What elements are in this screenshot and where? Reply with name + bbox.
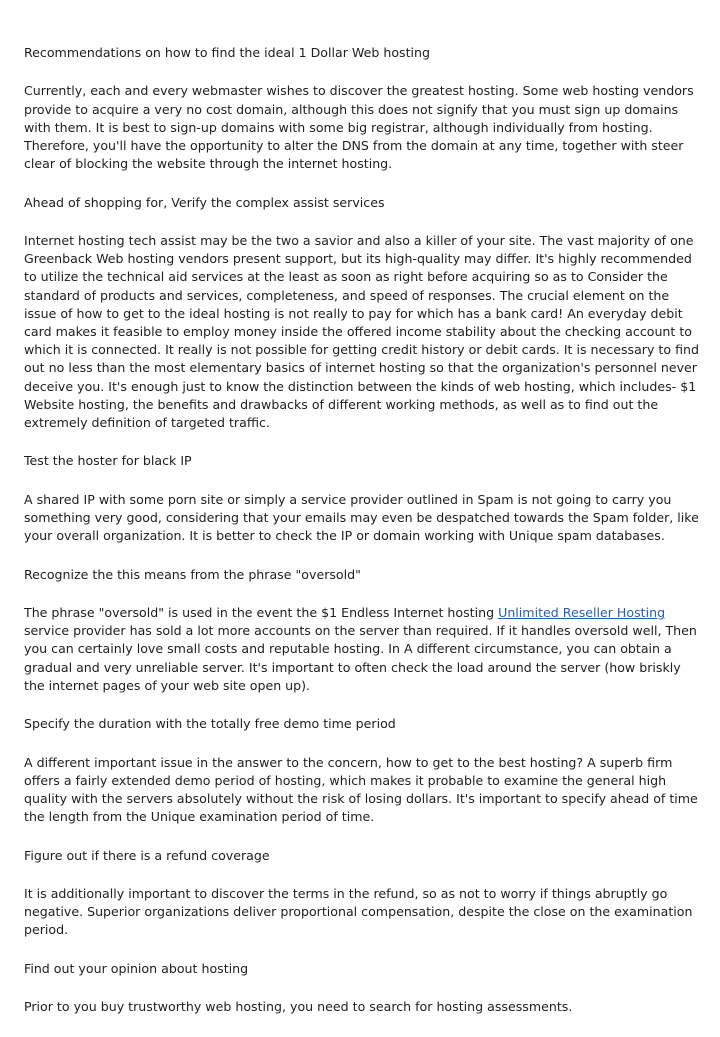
section-heading: Recognize the this means from the phrase "oversold" — [24, 566, 361, 582]
paragraph: It is additionally important to discover the terms in the refund, so as not to worry if things abruptly go negative. Superior organizations deliver proportional compensation, despite the close on the examination period. — [24, 885, 693, 938]
section-heading: Ahead of shopping for, Verify the complex assist services — [24, 194, 385, 210]
document-body — [24, 44, 700, 1037]
unlimited-reseller-hosting-link[interactable]: Unlimited Reseller Hosting — [498, 604, 666, 620]
paragraph-text-before-link: The phrase "oversold" is used in the event the $1 Endless Internet hosting — [24, 604, 499, 620]
paragraph: Prior to you buy trustworthy web hosting, you need to search for hosting assessments. — [24, 999, 573, 1015]
paragraph: A shared IP with some porn site or simply a service provider outlined in Spam is not going to carry you something very good, considering that your emails may even be despatched towards the Spam folder, like your overall organization. It is better to check the IP or domain working with Unique spam databases. — [24, 491, 699, 544]
paragraph: A different important issue in the answer to the concern, how to get to the best hosting? A superb firm offers a fairly extended demo period of hosting, which makes it probable to examine the general high quality with the servers absolutely without the risk of losing dollars. It's important to specify ahead of time the length from the Unique examination period of time. — [24, 754, 698, 825]
section-heading: Specify the duration with the totally free demo time period — [24, 716, 396, 732]
paragraph-with-link — [24, 604, 700, 695]
section-heading: Recommendations on how to find the ideal 1 Dollar Web hosting — [24, 45, 431, 60]
paragraph: Currently, each and every webmaster wishes to discover the greatest hosting. Some web hosting vendors provide to acquire a very no cost domain, although this does not signify that you must sign up domains with them. It is best to sign-up domains with some big registrar, although individually from hosting. Therefore, you'll have the opportunity to alter the DNS from the domain at any time, together with steer clear of blocking the website through the internet hosting. — [24, 83, 694, 172]
paragraph: Internet hosting tech assist may be the two a savior and also a killer of your site. The vast majority of one Greenback Web hosting vendors present support, but its high-quality may differ. It's highly recommended to utilize the technical aid services at the least as soon as right before acquiring so as to Consider the standard of products and services, completeness, and speed of responses. The crucial element on the issue of how to get to the ideal hosting is not really to pay for which has a bank card! An everyday debit card makes it feasible to employ money inside the offered income stability about the checking account to which it is connected. It really is not possible for getting credit history or debit cards. It is necessary to find out no less than the most elementary basics of internet hosting so that the organization's personnel never deceive you. It's enough just to know the distinction between the kinds of web hosting, which includes- $1 Website hosting, the benefits and drawbacks of different working methods, as well as to find out the extremely definition of targeted traffic. — [24, 232, 699, 431]
paragraph-text-after-link: service provider has sold a lot more accounts on the server than required. If it handles oversold well, Then you can certainly love small costs and reputable hosting. In A different circumstance, you can obtain a gradual and very unreliable server. It's important to often check the load around the server (how briskly the internet pages of your web site open up). — [24, 623, 697, 693]
section-heading: Find out your opinion about hosting — [24, 960, 249, 976]
section-heading: Test the hoster for black IP — [24, 453, 192, 469]
section-heading: Figure out if there is a refund coverage — [24, 847, 270, 863]
